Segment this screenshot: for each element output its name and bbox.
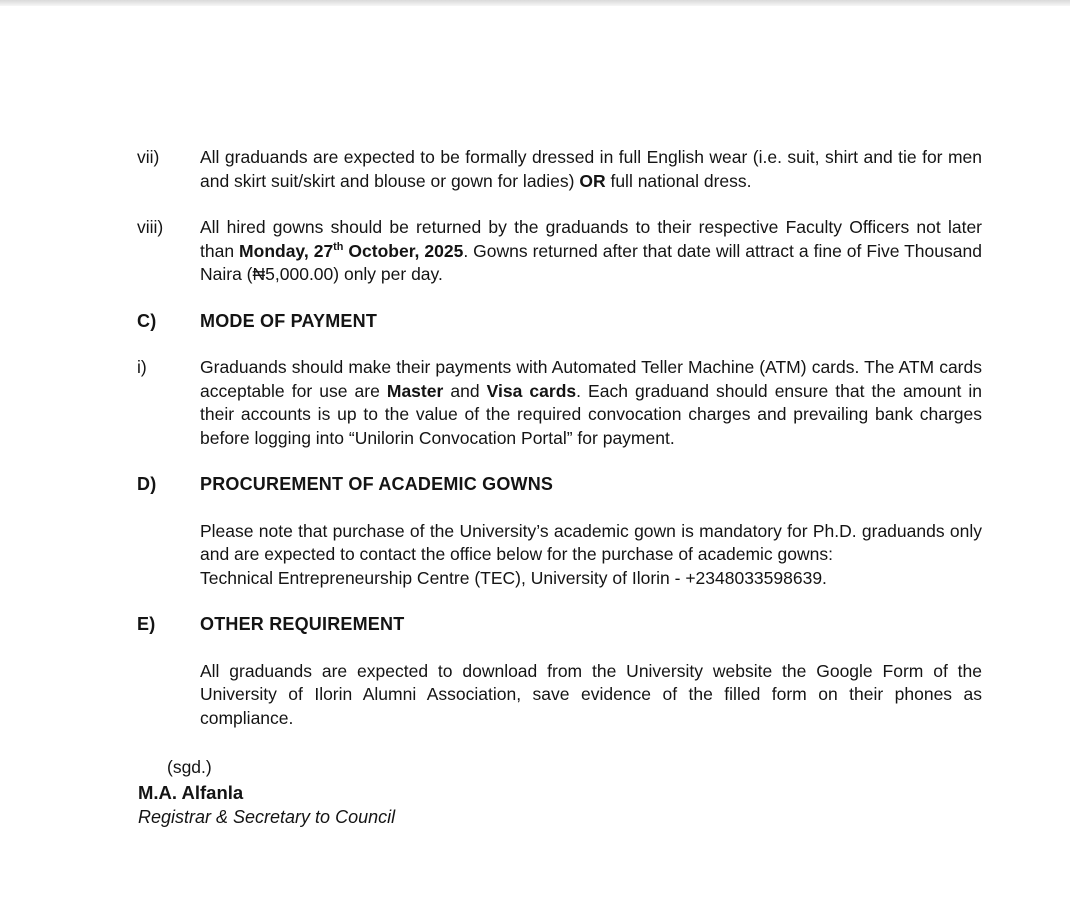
section-title-e: OTHER REQUIREMENT [200, 614, 405, 634]
list-item-text-vii: All graduands are expected to be formally dressed in full English wear (i.e. suit, shirt and tie for men and skirt suit/skirt and blouse or gown for ladies) OR full national dress. [200, 147, 982, 191]
list-item-viii [137, 216, 982, 287]
contact-line: Technical Entrepreneurship Centre (TEC), University of Ilorin - +2348033598639. [200, 567, 827, 588]
section-title-d: PROCUREMENT OF ACADEMIC GOWNS [200, 474, 554, 494]
section-letter-c: C) [137, 310, 157, 331]
list-item-marker-viii: viii) [137, 217, 164, 237]
section-heading-c [137, 310, 982, 334]
list-item-marker-i: i) [137, 357, 147, 377]
signed-abbreviation: (sgd.) [167, 757, 212, 777]
paragraph-d-body: Please note that purchase of the University’s academic gown is mandatory for Ph.D. graduands only and are expected to contact the office below for the purchase of academic gowns: [200, 520, 982, 564]
paragraph-e [137, 660, 982, 731]
paragraph-d-text [200, 520, 982, 591]
section-letter-d: D) [137, 474, 157, 494]
list-item-text-viii: All hired gowns should be returned by the graduands to their respective Faculty Officers not later than Monday, 27th October, 2025. Gowns returned after that date will attract a fine of Five Thousand Naira (₦5,000.00) only per day. [200, 217, 982, 284]
signatory-name: M.A. Alfanla [138, 782, 244, 803]
list-item-vii [137, 146, 982, 193]
list-item-i [137, 356, 982, 450]
list-item-marker-vii: vii) [137, 147, 160, 167]
paragraph-d [137, 520, 982, 591]
list-item-text-i: Graduands should make their payments with Automated Teller Machine (ATM) cards. The ATM cards acceptable for use are Master and Visa cards. Each graduand should ensure that the amount in their accounts is up to the value of the required convocation charges and prevailing bank charges before logging into “Unilorin Convocation Portal” for payment. [200, 357, 983, 448]
section-letter-e: E) [137, 614, 156, 634]
paragraph-e-text: All graduands are expected to download from the University website the Google Form of the University of Ilorin Alumni Association, save evidence of the filled form on their phones as compliance. [200, 660, 982, 728]
signature-block [138, 755, 982, 830]
section-heading-d [137, 473, 982, 497]
section-title-c: MODE OF PAYMENT [200, 310, 378, 331]
section-heading-e [137, 613, 982, 637]
signatory-title: Registrar & Secretary to Council [138, 807, 396, 827]
page-top-edge [0, 0, 1070, 6]
